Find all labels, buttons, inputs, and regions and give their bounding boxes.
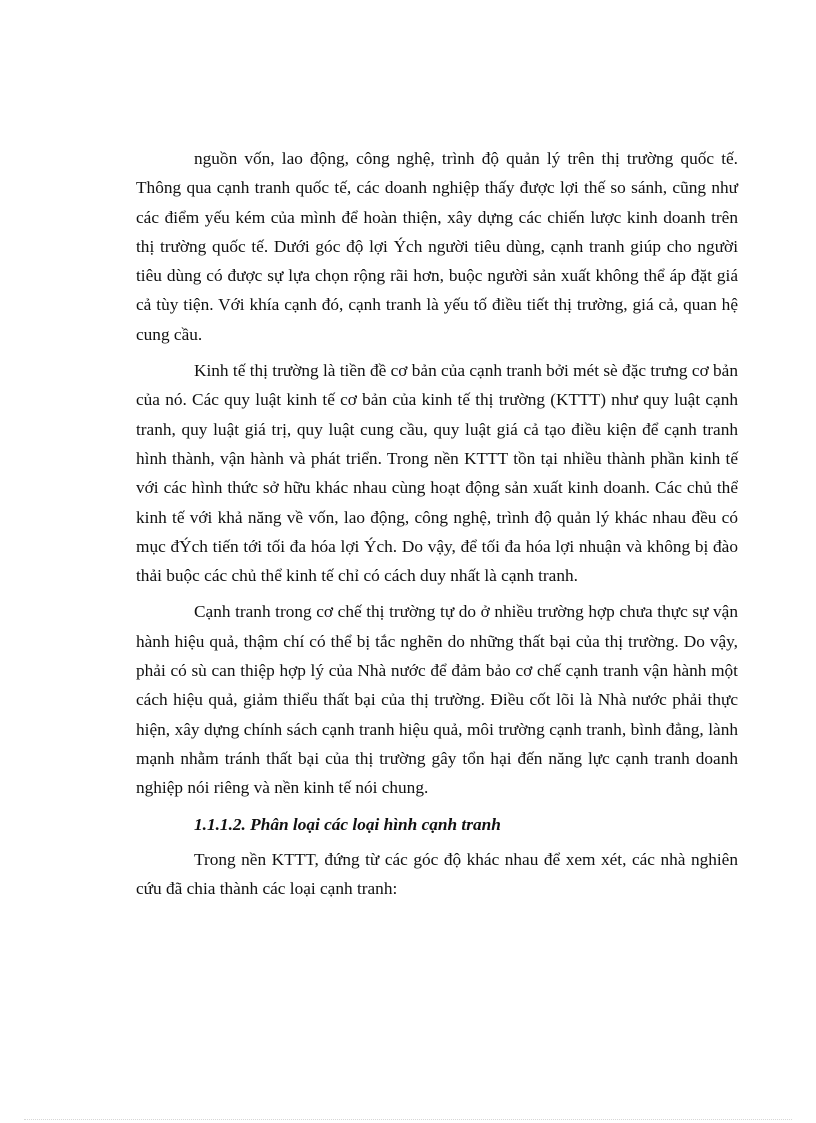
section-heading: 1.1.1.2. Phân loại các loại hình cạnh tranh [194,814,501,834]
page-bottom-divider [24,1119,792,1120]
paragraph-state-intervention: Cạnh tranh trong cơ chế thị trường tự do ở nhiều trường hợp chưa thực sự vận hành hiệu quả, thậm chí có thể bị tắc nghẽn do những thất bại của thị trường. Do vậy, phải có sù can thiệp hợp lý của Nhà nước để đảm bảo cơ chế cạnh tranh vận hành một cách hiệu quả, giảm thiểu thất bại của thị trường. Điều cốt lõi là Nhà nước phải thực hiện, xây dựng chính sách cạnh tranh hiệu quả, môi trường cạnh tranh, bình đẳng, lành mạnh nhằm tránh thất bại của thị trường gây tổn hại đến năng lực cạnh tranh doanh nghiệp nói riêng và nền kinh tế nói chung. [136,602,738,798]
paragraph-competition-benefits: nguồn vốn, lao động, công nghệ, trình độ quản lý trên thị trường quốc tế. Thông qua cạnh tranh quốc tế, các doanh nghiệp thấy được lợi thế so sánh, cũng như các điểm yếu kém của mình để hoàn thiện, xây dựng các chiến lược kinh doanh trên thị trường quốc tế. Dưới góc độ lợi Ých người tiêu dùng, cạnh tranh giúp cho người tiêu dùng có được sự lựa chọn rộng rãi hơn, buộc người sản xuất không thể áp đặt giá cả tùy tiện. Với khía cạnh đó, cạnh tranh là yếu tố điều tiết thị trường, giá cả, quan hệ cung cầu. [136,149,738,344]
paragraph-market-economy: Kinh tế thị trường là tiền đề cơ bản của cạnh tranh bởi mét sè đặc trưng cơ bản của nó. Các quy luật kinh tế cơ bản của kinh tế thị trường (KTTT) như quy luật cạnh tranh, quy luật giá trị, quy luật cung cầu, quy luật giá cả tạo điều kiện để cạnh tranh hình thành, vận hành và phát triển. Trong nền KTTT tồn tại nhiều thành phần kinh tế với các hình thức sở hữu khác nhau cùng hoạt động sản xuất kinh doanh. Các chủ thể kinh tế với khả năng về vốn, lao động, công nghệ, trình độ quản lý khác nhau đều có mục đÝch tiến tới tối đa hóa lợi Ých. Do vậy, để tối đa hóa lợi nhuận và không bị đào thải buộc các chủ thể kinh tế chỉ có cách duy nhất là cạnh tranh. [136,361,738,586]
paragraph-competition-types-intro: Trong nền KTTT, đứng từ các góc độ khác nhau để xem xét, các nhà nghiên cứu đã chia thành các loại cạnh tranh: [136,849,738,899]
document-body [136,144,738,910]
